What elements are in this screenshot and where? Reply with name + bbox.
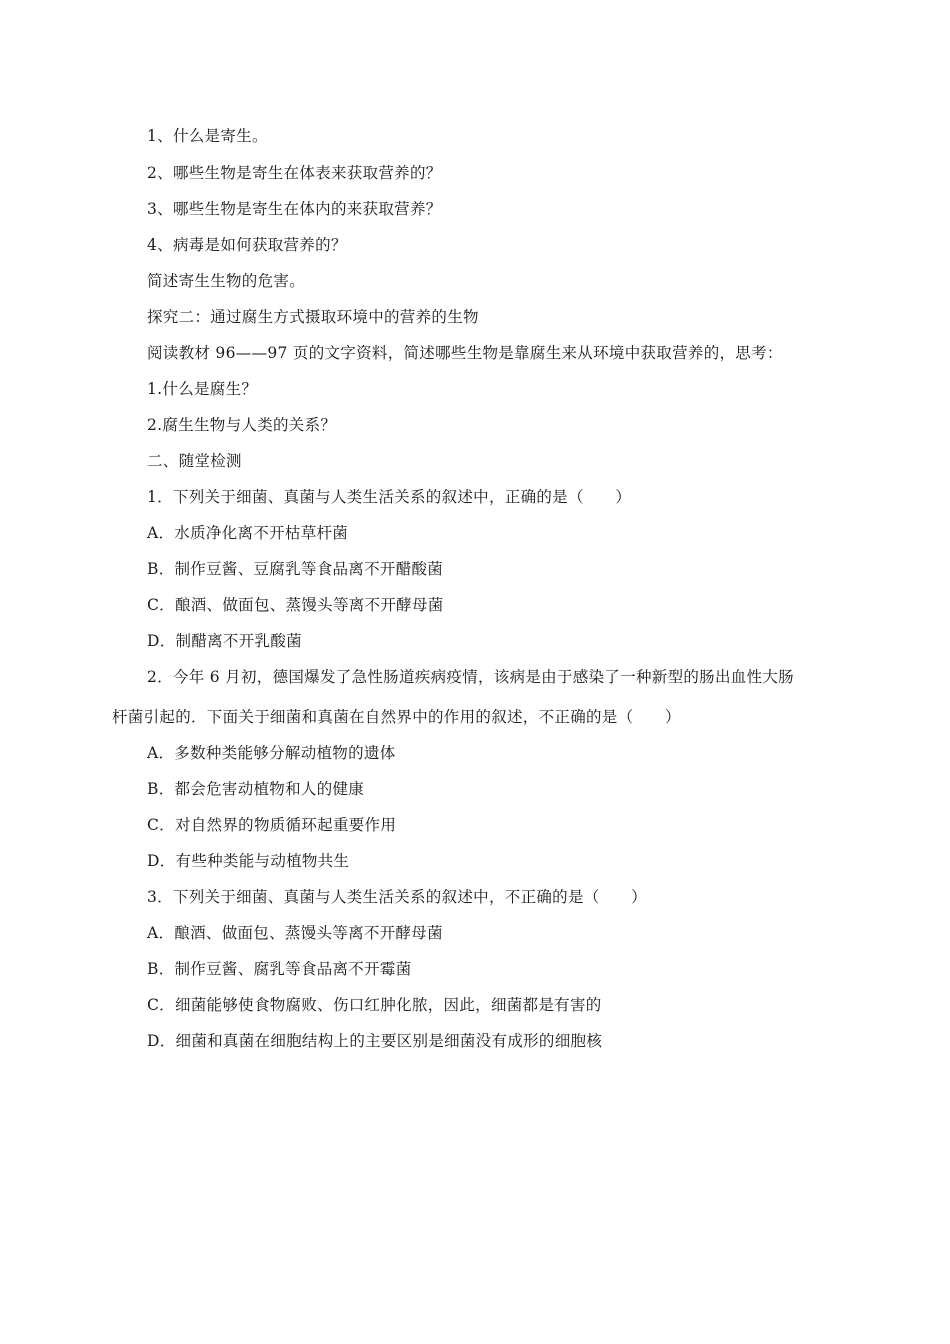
q2-option-b: B．都会危害动植物和人的健康 <box>147 780 365 798</box>
q1-option-c: C．酿酒、做面包、蒸馒头等离不开酵母菌 <box>147 596 444 614</box>
question-endoparasites: 3、哪些生物是寄生在体内的来获取营养？ <box>147 200 442 218</box>
question-saprophytism-definition: 1.什么是腐生？ <box>147 380 258 398</box>
quiz-question-1: 1．下列关于细菌、真菌与人类生活关系的叙述中，正确的是（ ） <box>147 488 632 506</box>
quiz-question-3: 3．下列关于细菌、真菌与人类生活关系的叙述中，不正确的是（ ） <box>147 888 647 906</box>
q3-option-a: A．酿酒、做面包、蒸馒头等离不开酵母菌 <box>147 924 443 942</box>
q1-option-b: B．制作豆酱、豆腐乳等食品离不开醋酸菌 <box>147 560 444 578</box>
q2-option-d: D．有些种类能与动植物共生 <box>147 852 350 870</box>
q3-option-b: B．制作豆酱、腐乳等食品离不开霉菌 <box>147 960 412 978</box>
question-virus-nutrition: 4、病毒是如何获取营养的？ <box>147 236 347 254</box>
q3-option-c: C．细菌能够使食物腐败、伤口红肿化脓，因此，细菌都是有害的 <box>147 996 602 1014</box>
q2-option-a: A．多数种类能够分解动植物的遗体 <box>147 744 396 762</box>
question-ectoparasites: 2、哪些生物是寄生在体表来获取营养的？ <box>147 164 442 182</box>
quiz-question-2: 2．今年 6 月初，德国爆发了急性肠道疾病疫情，该病是由于感染了一种新型的肠出血性大肠 <box>147 668 794 686</box>
quiz-question-2-continued: 杆菌引起的．下面关于细菌和真菌在自然界中的作用的叙述，不正确的是（ ） <box>112 708 681 726</box>
q1-option-d: D．制醋离不开乳酸菌 <box>147 632 302 650</box>
inquiry-two-heading: 探究二：通过腐生方式摄取环境中的营养的生物 <box>147 308 479 326</box>
q1-option-a: A．水质净化离不开枯草杆菌 <box>147 524 349 542</box>
reading-instruction: 阅读教材 96——97 页的文字资料，简述哪些生物是靠腐生来从环境中获取营养的，思考： <box>147 344 783 362</box>
section-heading-quiz: 二、随堂检测 <box>147 452 242 470</box>
parasite-harm-prompt: 简述寄生生物的危害。 <box>147 272 306 290</box>
q3-option-d: D．细菌和真菌在细胞结构上的主要区别是细菌没有成形的细胞核 <box>147 1032 603 1050</box>
question-saprophyte-human-relation: 2.腐生生物与人类的关系？ <box>147 416 337 434</box>
q2-option-c: C．对自然界的物质循环起重要作用 <box>147 816 397 834</box>
question-parasitism-definition: 1、什么是寄生。 <box>147 127 268 145</box>
